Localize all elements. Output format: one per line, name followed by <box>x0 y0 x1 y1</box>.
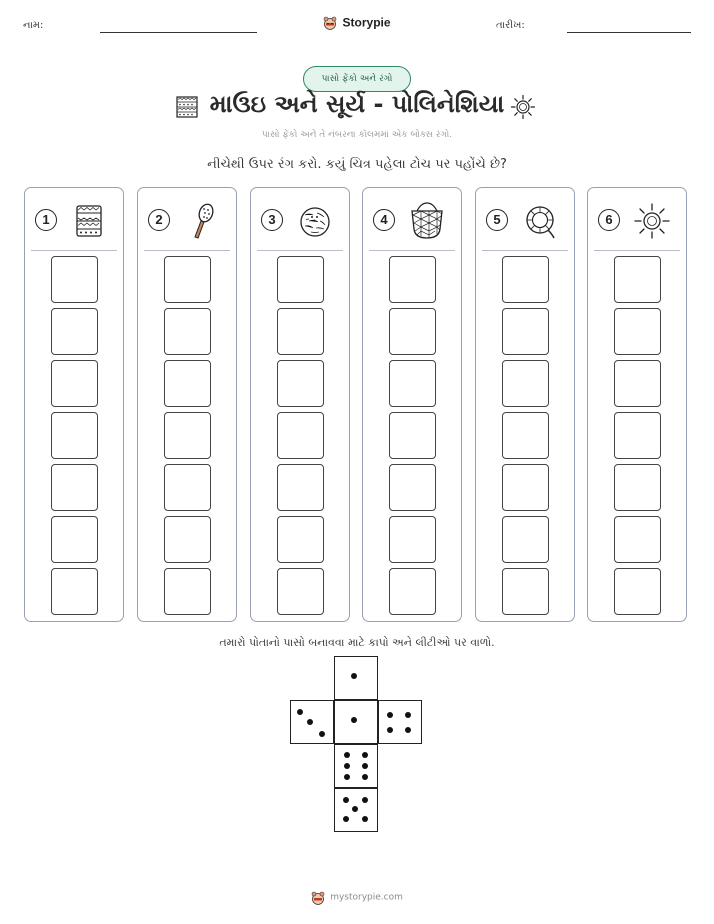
column-2 <box>137 187 237 622</box>
color-box[interactable] <box>614 568 661 615</box>
column-divider <box>482 250 568 251</box>
color-box[interactable] <box>502 360 549 407</box>
color-box[interactable] <box>164 256 211 303</box>
color-box[interactable] <box>614 256 661 303</box>
color-box[interactable] <box>164 464 211 511</box>
die-face-1b <box>334 700 378 744</box>
column-1 <box>24 187 124 622</box>
color-box[interactable] <box>389 308 436 355</box>
rope-coil-icon <box>520 201 560 241</box>
color-box[interactable] <box>164 516 211 563</box>
column-number: 5 <box>486 209 508 231</box>
column-divider <box>144 250 230 251</box>
color-box[interactable] <box>502 568 549 615</box>
color-box[interactable] <box>164 360 211 407</box>
die-pip <box>405 712 411 718</box>
column-divider <box>257 250 343 251</box>
footer <box>0 887 714 906</box>
color-box[interactable] <box>277 516 324 563</box>
color-box[interactable] <box>389 256 436 303</box>
activity-badge: પાસો ફેંકો અને રંગો <box>303 66 411 92</box>
color-box[interactable] <box>389 568 436 615</box>
die-pip <box>387 727 393 733</box>
cut-instruction: તમારો પોતાનો પાસો બનાવવા માટે કાપો અને લીટીઓ પર વાળો. <box>219 636 495 649</box>
color-box[interactable] <box>277 464 324 511</box>
maraca-icon <box>182 201 222 241</box>
color-box[interactable] <box>614 360 661 407</box>
color-box[interactable] <box>51 360 98 407</box>
color-box[interactable] <box>389 360 436 407</box>
coconut-icon <box>295 201 335 241</box>
die-pip <box>351 717 357 723</box>
column-divider <box>369 250 455 251</box>
die-pip <box>319 731 325 737</box>
column-number: 2 <box>148 209 170 231</box>
die-pip <box>343 816 349 822</box>
storypie-logo-icon <box>323 16 337 30</box>
die-face-4 <box>378 700 422 744</box>
color-box[interactable] <box>614 308 661 355</box>
footer-url[interactable]: mystorypie.com <box>330 892 403 903</box>
die-face-5 <box>334 788 378 832</box>
color-box[interactable] <box>614 464 661 511</box>
die-pip <box>344 763 350 769</box>
column-divider <box>594 250 680 251</box>
page-title: માઉઇ અને સૂર્ય - પોલિનેશિયા <box>209 90 505 118</box>
color-box[interactable] <box>51 568 98 615</box>
storypie-logo-icon <box>311 891 325 905</box>
color-box[interactable] <box>277 412 324 459</box>
name-line <box>100 32 257 33</box>
color-box[interactable] <box>502 412 549 459</box>
die-pip <box>344 752 350 758</box>
sun-icon <box>510 94 536 120</box>
color-box[interactable] <box>277 568 324 615</box>
column-5 <box>475 187 575 622</box>
instruction-question: નીચેથી ઉપર રંગ કરો. કયું ચિત્ર પહેલા ટોચ પર પહોંચે છે? <box>207 157 507 172</box>
column-6 <box>587 187 687 622</box>
die-pip <box>387 712 393 718</box>
die-pip <box>344 774 350 780</box>
date-line <box>567 32 691 33</box>
color-box[interactable] <box>502 516 549 563</box>
die-pip <box>362 816 368 822</box>
brand <box>0 12 714 31</box>
column-number: 1 <box>35 209 57 231</box>
color-box[interactable] <box>277 360 324 407</box>
color-box[interactable] <box>51 308 98 355</box>
color-box[interactable] <box>614 412 661 459</box>
name-label: નામ: <box>23 20 44 31</box>
die-pip <box>343 797 349 803</box>
die-pip <box>362 752 368 758</box>
die-face-3 <box>290 700 334 744</box>
color-box[interactable] <box>502 464 549 511</box>
color-box[interactable] <box>164 568 211 615</box>
die-face-1 <box>334 656 378 700</box>
column-number: 6 <box>598 209 620 231</box>
die-face-6 <box>334 744 378 788</box>
die-pip <box>351 673 357 679</box>
brand-name: Storypie <box>342 15 391 30</box>
column-divider <box>31 250 117 251</box>
color-box[interactable] <box>51 516 98 563</box>
die-pip <box>362 797 368 803</box>
color-box[interactable] <box>277 308 324 355</box>
color-box[interactable] <box>277 256 324 303</box>
date-label: તારીખ: <box>496 20 525 31</box>
column-4 <box>362 187 462 622</box>
die-pip <box>307 719 313 725</box>
color-box[interactable] <box>389 412 436 459</box>
color-box[interactable] <box>502 256 549 303</box>
die-pip <box>405 727 411 733</box>
color-box[interactable] <box>502 308 549 355</box>
net-bag-icon <box>407 201 447 241</box>
color-box[interactable] <box>389 516 436 563</box>
die-pip <box>352 806 358 812</box>
color-box[interactable] <box>51 256 98 303</box>
color-box[interactable] <box>51 464 98 511</box>
column-3 <box>250 187 350 622</box>
die-pip <box>297 709 303 715</box>
color-box[interactable] <box>51 412 98 459</box>
die-pip <box>362 763 368 769</box>
color-box[interactable] <box>164 412 211 459</box>
subtitle: પાસો ફેંકો અને તે નંબરના કૉલમમાં એક બોક્સ રંગો. <box>261 130 453 140</box>
color-box[interactable] <box>614 516 661 563</box>
die-pip <box>362 774 368 780</box>
color-box[interactable] <box>164 308 211 355</box>
column-number: 3 <box>261 209 283 231</box>
color-box[interactable] <box>389 464 436 511</box>
sun-icon <box>632 201 672 241</box>
tapa-cloth-icon <box>69 201 109 241</box>
column-number: 4 <box>373 209 395 231</box>
